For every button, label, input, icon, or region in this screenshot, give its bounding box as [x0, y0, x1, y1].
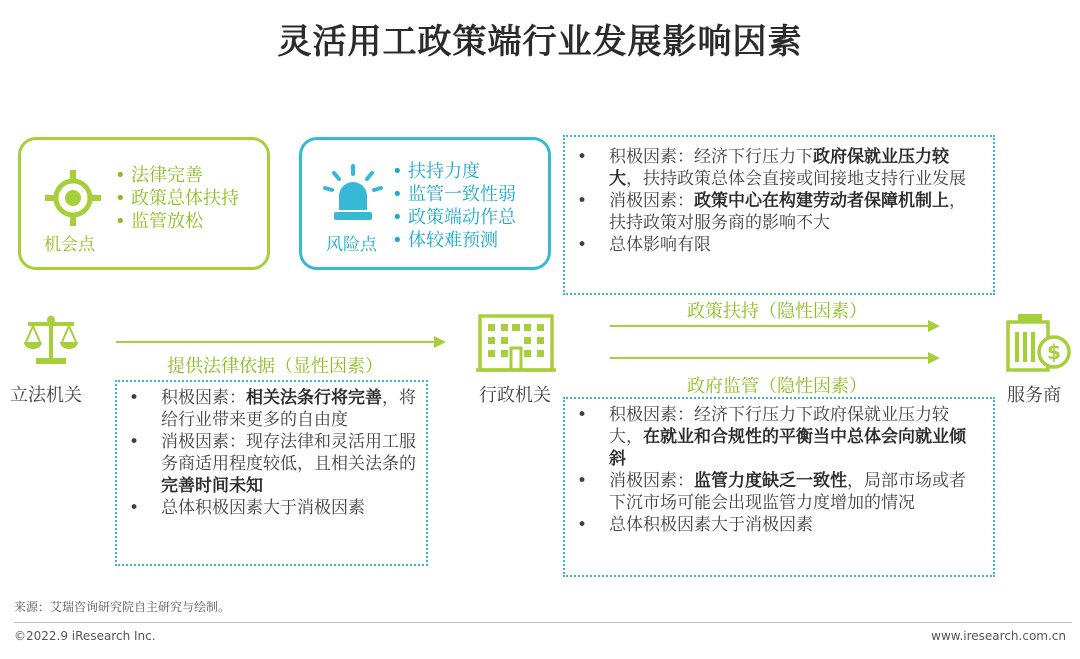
alarm-light-icon: [322, 164, 384, 224]
policy-support-label: 政策扶持（隐性因素）: [687, 301, 867, 322]
footer-divider: [14, 622, 1072, 623]
risk-list: [388, 160, 516, 252]
legal-basis-label: 提供法律依据（显性因素）: [167, 356, 383, 377]
gov-regulation-label: 政府监管（隐性因素）: [687, 376, 867, 397]
list-item-continuation: • 体较难预测: [388, 229, 516, 252]
list-item: • 政策总体扶持: [111, 187, 239, 210]
scales-icon: [22, 314, 80, 366]
svg-text:$: $: [1047, 340, 1061, 364]
invoice-money-icon: [1004, 312, 1072, 374]
list-item: • 积极因素：经济下行压力下政府保就业压力较大，扶持政策总体会直接或间接地支持行业发展: [565, 146, 979, 190]
arrow-legal-basis: [116, 334, 448, 350]
risk-box: [299, 137, 551, 270]
government-building-icon: [476, 312, 556, 374]
executive-label: 行政机关: [479, 385, 551, 406]
list-item: • 总体积极因素大于消极因素: [565, 514, 979, 536]
list-item: • 扶持力度: [388, 160, 516, 183]
list-item: • 消极因素：政策中心在构建劳动者保障机制上，扶持政策对服务商的影响不大: [565, 190, 979, 234]
opportunity-label: 机会点: [44, 235, 95, 255]
regulation-factor-list: [565, 399, 993, 536]
list-item: • 积极因素：经济下行压力下政府保就业压力较大，在就业和合规性的平衡当中总体会向就业倾斜: [565, 404, 979, 470]
arrow-policy-support: [610, 318, 942, 334]
arrow-gov-regulation: [610, 350, 942, 366]
legal-basis-box: [115, 380, 428, 566]
opportunity-list: [111, 164, 239, 233]
policy-support-box: [563, 135, 995, 295]
legislature-label: 立法机关: [10, 385, 82, 406]
provider-label: 服务商: [1007, 385, 1061, 406]
list-item: • 法律完善: [111, 164, 239, 187]
list-item: • 政策端动作总: [388, 206, 516, 229]
opportunity-box: [18, 137, 270, 270]
page-title: 灵活用工政策端行业发展影响因素: [277, 22, 803, 62]
website-link[interactable]: www.iresearch.com.cn: [931, 629, 1066, 643]
list-item: • 消极因素：现存法律和灵活用工服务商适用程度较低，且相关法条的完善时间未知: [117, 431, 416, 497]
gov-regulation-box: [563, 397, 995, 577]
policy-factor-list: [565, 137, 993, 256]
legal-factor-list: [117, 382, 426, 519]
target-icon: [43, 168, 103, 228]
list-item: • 监管一致性弱: [388, 183, 516, 206]
source-note: 来源：艾瑞咨询研究院自主研究与绘制。: [14, 600, 231, 614]
list-item: • 消极因素：监管力度缺乏一致性，局部市场或者下沉市场可能会出现监管力度增加的情况: [565, 470, 979, 514]
copyright: ©2022.9 iResearch Inc.: [14, 629, 156, 643]
list-item: • 积极因素：相关法条行将完善，将给行业带来更多的自由度: [117, 387, 416, 431]
list-item: • 总体积极因素大于消极因素: [117, 497, 416, 519]
list-item: • 监管放松: [111, 210, 239, 233]
list-item: • 总体影响有限: [565, 234, 979, 256]
risk-label: 风险点: [326, 235, 377, 255]
